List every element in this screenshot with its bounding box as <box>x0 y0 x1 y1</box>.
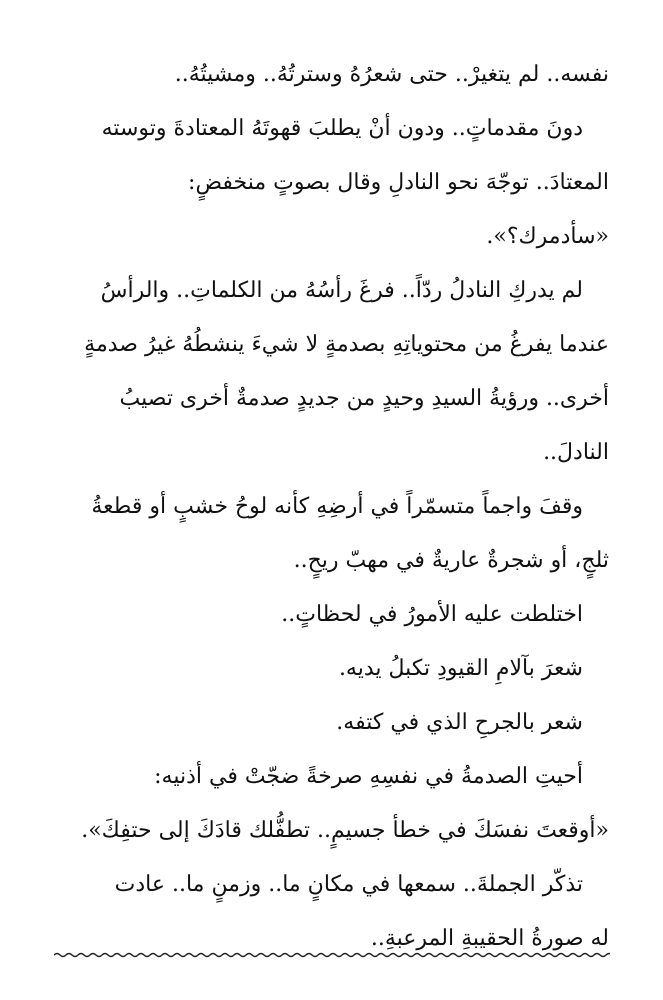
page-body <box>56 48 609 966</box>
text-line: «سأدمرك؟». <box>486 224 609 249</box>
text-line: «أوقعتَ نفسَكَ في خطأ جسيمٍ.. تطفُّلك قادَكَ إلى حتفِكَ». <box>81 818 609 843</box>
text-line: لم يدركِ النادلُ ردّاً.. فرغَ رأسُهُ من الكلماتِ.. والرأسُ <box>100 278 583 303</box>
paragraph-8 <box>56 750 609 858</box>
text-line: النادلَ.. <box>543 440 609 465</box>
text-line: شعرَ بآلامِ القيودِ تكبلُ يديه. <box>338 656 583 681</box>
text-line: ثلجٍ، أو شجرةٌ عاريةٌ في مهبّ ريحٍ.. <box>293 548 609 573</box>
text-line: له صورةُ الحقيبةِ المرعبةِ.. <box>370 926 609 951</box>
paragraph-4 <box>56 480 609 588</box>
paragraph-7 <box>56 696 609 750</box>
wavy-divider-rule <box>54 948 610 962</box>
text-line: أحيتِ الصدمةُ في نفسِهِ صرخةً ضجّتْ في أذنيه: <box>154 764 583 789</box>
text-line: اختلطت عليه الأمورُ في لحظاتٍ.. <box>281 602 583 627</box>
text-line: وقفَ واجماً متسمّراً في أرضِهِ كأنه لوحُ خشبٍ أو قطعةُ <box>91 494 583 519</box>
paragraph-6 <box>56 642 609 696</box>
text-line: المعتادَ.. توجّهَ نحو النادلِ وقال بصوتٍ منخفضٍ: <box>188 170 609 195</box>
text-line: شعر بالجرحِ الذي في كتفه. <box>336 710 583 735</box>
paragraph-1 <box>56 48 609 102</box>
text-line: عندما يفرغُ من محتوياتِهِ بصدمةٍ لا شيءَ ينشطُهُ غيرُ صدمةٍ <box>84 332 609 357</box>
text-line: تذكّر الجملةَ.. سمعها في مكانٍ ما.. وزمنٍ ما.. عادت <box>114 872 583 897</box>
text-line: دونَ مقدماتٍ.. ودون أنْ يطلبَ قهوتَهُ المعتادةَ وتوسته <box>101 116 583 141</box>
paragraph-2 <box>56 102 609 264</box>
text-line: نفسه.. لم يتغيرْ.. حتى شعرُهُ وسترتُهُ.. ومشيتُهُ.. <box>174 62 609 87</box>
paragraph-5 <box>56 588 609 642</box>
text-line: أخرى.. ورؤيةُ السيدِ وحيدٍ من جديدٍ صدمةٌ أخرى تصيبُ <box>119 386 609 411</box>
paragraph-3 <box>56 264 609 480</box>
